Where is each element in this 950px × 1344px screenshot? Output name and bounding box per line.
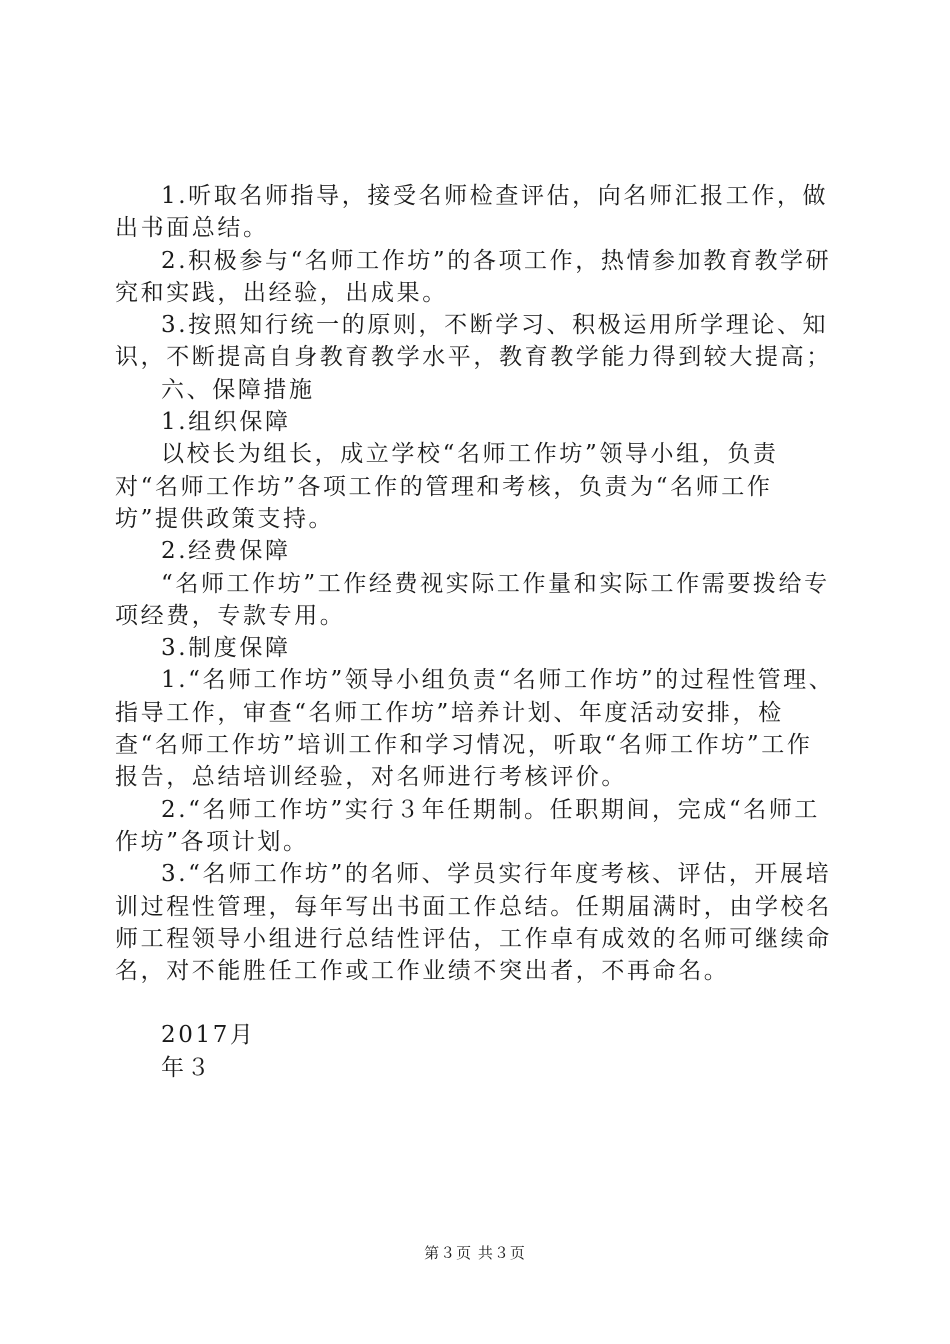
section-heading-6: 六、保障措施 [161, 376, 315, 403]
paragraph-organization: 以校长为组长，成立学校“名师工作坊”领导小组，负责对“名师工作坊”各项工作的管理和考核，负责为“名师工作坊”提供政策支持。 [115, 441, 779, 532]
date-line-2: 年３ [161, 1054, 213, 1081]
subheading-funding: 2.经费保障 [161, 538, 291, 565]
paragraph-system-1: 1.“名师工作坊”领导小组负责“名师工作坊”的过程性管理、指导工作，审查“名师工作坊”培养计划、年度活动安排，检查“名师工作坊”培训工作和学习情况，听取“名师工作坊”工作报告，总结培训经验，对名师进行考核评价。 [115, 667, 835, 791]
paragraph-funding: “名师工作坊”工作经费视实际工作量和实际工作需要拨给专项经费，专款专用。 [115, 570, 830, 629]
page-footer: 第３页 共３页 [424, 1244, 526, 1262]
subheading-organization: 1.组织保障 [161, 409, 291, 436]
paragraph-2: 2.积极参与“名师工作坊”的各项工作，热情参加教育教学研究和实践，出经验，出成果。 [115, 247, 832, 306]
paragraph-3: 3.按照知行统一的原则，不断学习、积极运用所学理论、知识，不断提高自身教育教学水平，教育教学能力得到较大提高； [115, 312, 832, 371]
document-body [115, 180, 835, 1084]
paragraph-1: 1.听取名师指导，接受名师检查评估，向名师汇报工作，做出书面总结。 [115, 183, 829, 242]
date-line-1: 2017月 [161, 1022, 256, 1049]
paragraph-system-2: 2.“名师工作坊”实行３年任期制。任职期间，完成“名师工作坊”各项计划。 [115, 796, 821, 855]
paragraph-system-3: 3.“名师工作坊”的名师、学员实行年度考核、评估，开展培训过程性管理，每年写出书面工作总结。任期届满时，由学校名师工程领导小组进行总结性评估，工作卓有成效的名师可继续命名，对不能胜任工作或工作业绩不突出者，不再命名。 [115, 861, 832, 985]
subheading-system: 3.制度保障 [161, 635, 291, 662]
spacer [115, 987, 835, 1019]
